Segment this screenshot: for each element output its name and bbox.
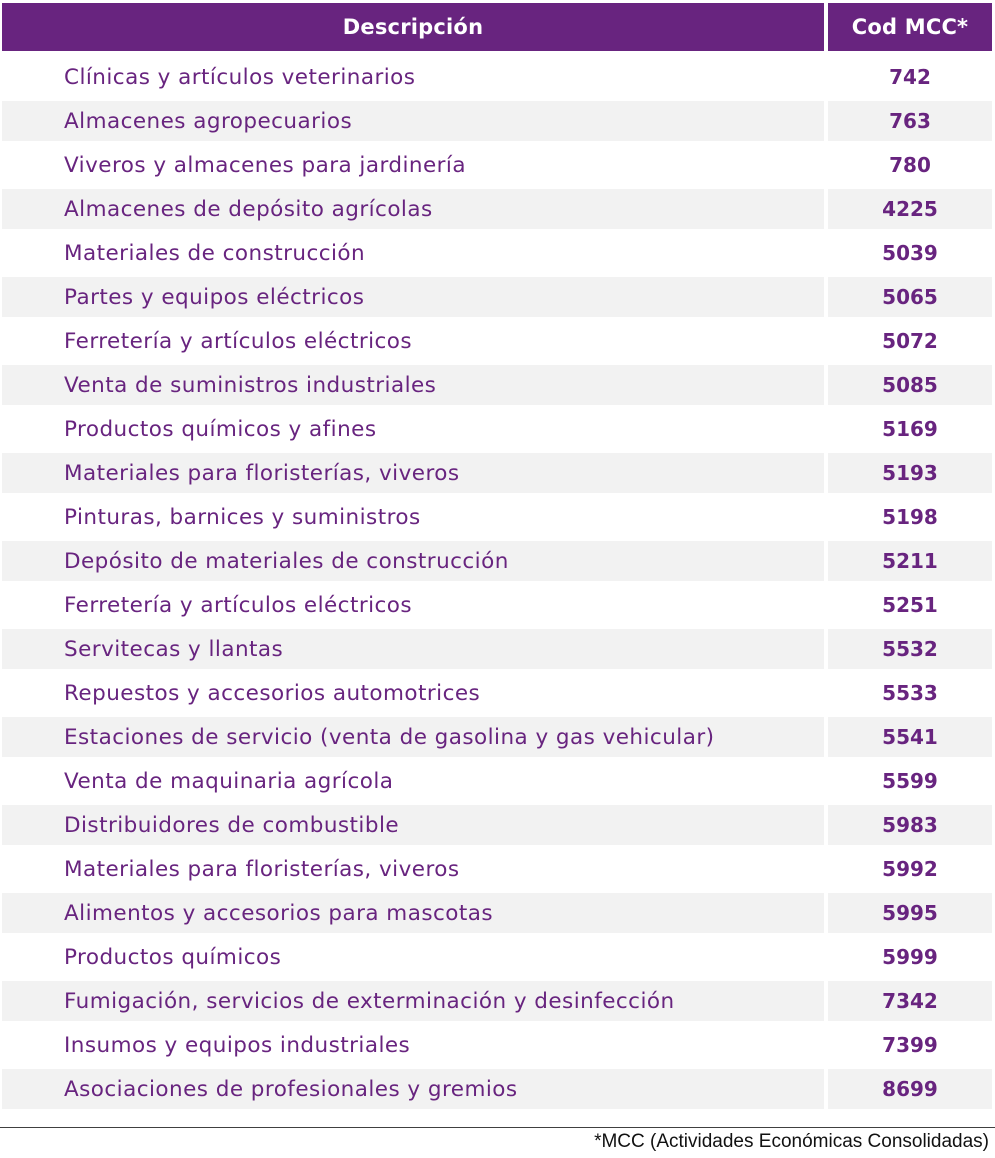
row-code: 5995 xyxy=(828,893,992,933)
row-code: 742 xyxy=(889,65,931,89)
table-row xyxy=(2,277,992,317)
row-code: 5039 xyxy=(882,241,938,265)
table-row xyxy=(2,189,992,229)
footnote: *MCC (Actividades Económicas Consolidadas) xyxy=(594,1131,989,1152)
table-row xyxy=(2,233,992,273)
row-code: 7399 xyxy=(882,1033,938,1057)
row-description: Repuestos y accesorios automotrices xyxy=(64,680,481,706)
row-code: 5085 xyxy=(828,365,992,405)
row-code: 763 xyxy=(828,101,992,141)
row-description: Materiales para floristerías, viveros xyxy=(64,856,460,882)
table-row xyxy=(2,717,992,757)
row-description: Estaciones de servicio (venta de gasolina y gas vehicular) xyxy=(2,717,824,757)
row-description: Almacenes agropecuarios xyxy=(2,101,824,141)
row-code: 7342 xyxy=(828,981,992,1021)
table-row xyxy=(2,409,992,449)
row-description: Servitecas y llantas xyxy=(2,629,824,669)
row-description: Venta de suministros industriales xyxy=(2,365,824,405)
table-row xyxy=(2,1025,992,1065)
table-row xyxy=(2,497,992,537)
row-code: 5992 xyxy=(882,857,938,881)
row-description: Pinturas, barnices y suministros xyxy=(64,504,421,530)
footer-divider xyxy=(0,1127,995,1128)
table-row xyxy=(2,585,992,625)
table-row xyxy=(2,453,992,493)
row-description: Clínicas y artículos veterinarios xyxy=(64,64,416,90)
table-row xyxy=(2,849,992,889)
row-description: Ferretería y artículos eléctricos xyxy=(64,328,413,354)
row-code: 5533 xyxy=(882,681,938,705)
row-code: 5211 xyxy=(828,541,992,581)
table-row xyxy=(2,57,992,97)
table-row xyxy=(2,365,992,405)
row-code: 5065 xyxy=(828,277,992,317)
row-description: Partes y equipos eléctricos xyxy=(2,277,824,317)
table-row xyxy=(2,761,992,801)
row-code: 4225 xyxy=(828,189,992,229)
row-code: 5193 xyxy=(828,453,992,493)
row-code: 5983 xyxy=(828,805,992,845)
row-description: Venta de maquinaria agrícola xyxy=(64,768,394,794)
table-row xyxy=(2,145,992,185)
row-description: Insumos y equipos industriales xyxy=(64,1032,411,1058)
row-code: 5198 xyxy=(882,505,938,529)
row-description: Almacenes de depósito agrícolas xyxy=(2,189,824,229)
row-description: Materiales de construcción xyxy=(64,240,366,266)
table-row xyxy=(2,673,992,713)
row-description: Productos químicos y afines xyxy=(64,416,377,442)
mcc-table xyxy=(2,3,992,1113)
row-code: 5532 xyxy=(828,629,992,669)
row-description: Viveros y almacenes para jardinería xyxy=(64,152,466,178)
row-code: 5599 xyxy=(882,769,938,793)
row-code: 8699 xyxy=(828,1069,992,1109)
table-row xyxy=(2,321,992,361)
row-description: Distribuidores de combustible xyxy=(2,805,824,845)
table-row xyxy=(2,1069,992,1109)
row-description: Materiales para floristerías, viveros xyxy=(2,453,824,493)
row-code: 5999 xyxy=(882,945,938,969)
table-row xyxy=(2,805,992,845)
row-code: 5541 xyxy=(828,717,992,757)
table-header xyxy=(2,3,992,51)
table-row xyxy=(2,981,992,1021)
table-row xyxy=(2,629,992,669)
row-description: Asociaciones de profesionales y gremios xyxy=(2,1069,824,1109)
table-row xyxy=(2,893,992,933)
row-description: Ferretería y artículos eléctricos xyxy=(64,592,413,618)
row-description: Depósito de materiales de construcción xyxy=(2,541,824,581)
row-description: Alimentos y accesorios para mascotas xyxy=(2,893,824,933)
row-code: 5072 xyxy=(882,329,938,353)
row-code: 5169 xyxy=(882,417,938,441)
row-code: 780 xyxy=(889,153,931,177)
row-description: Fumigación, servicios de exterminación y desinfección xyxy=(2,981,824,1021)
table-row xyxy=(2,937,992,977)
header-description: Descripción xyxy=(2,3,824,51)
table-row xyxy=(2,101,992,141)
table-row xyxy=(2,541,992,581)
header-code: Cod MCC* xyxy=(828,3,992,51)
row-description: Productos químicos xyxy=(64,944,282,970)
table-body xyxy=(2,57,992,1109)
row-code: 5251 xyxy=(882,593,938,617)
